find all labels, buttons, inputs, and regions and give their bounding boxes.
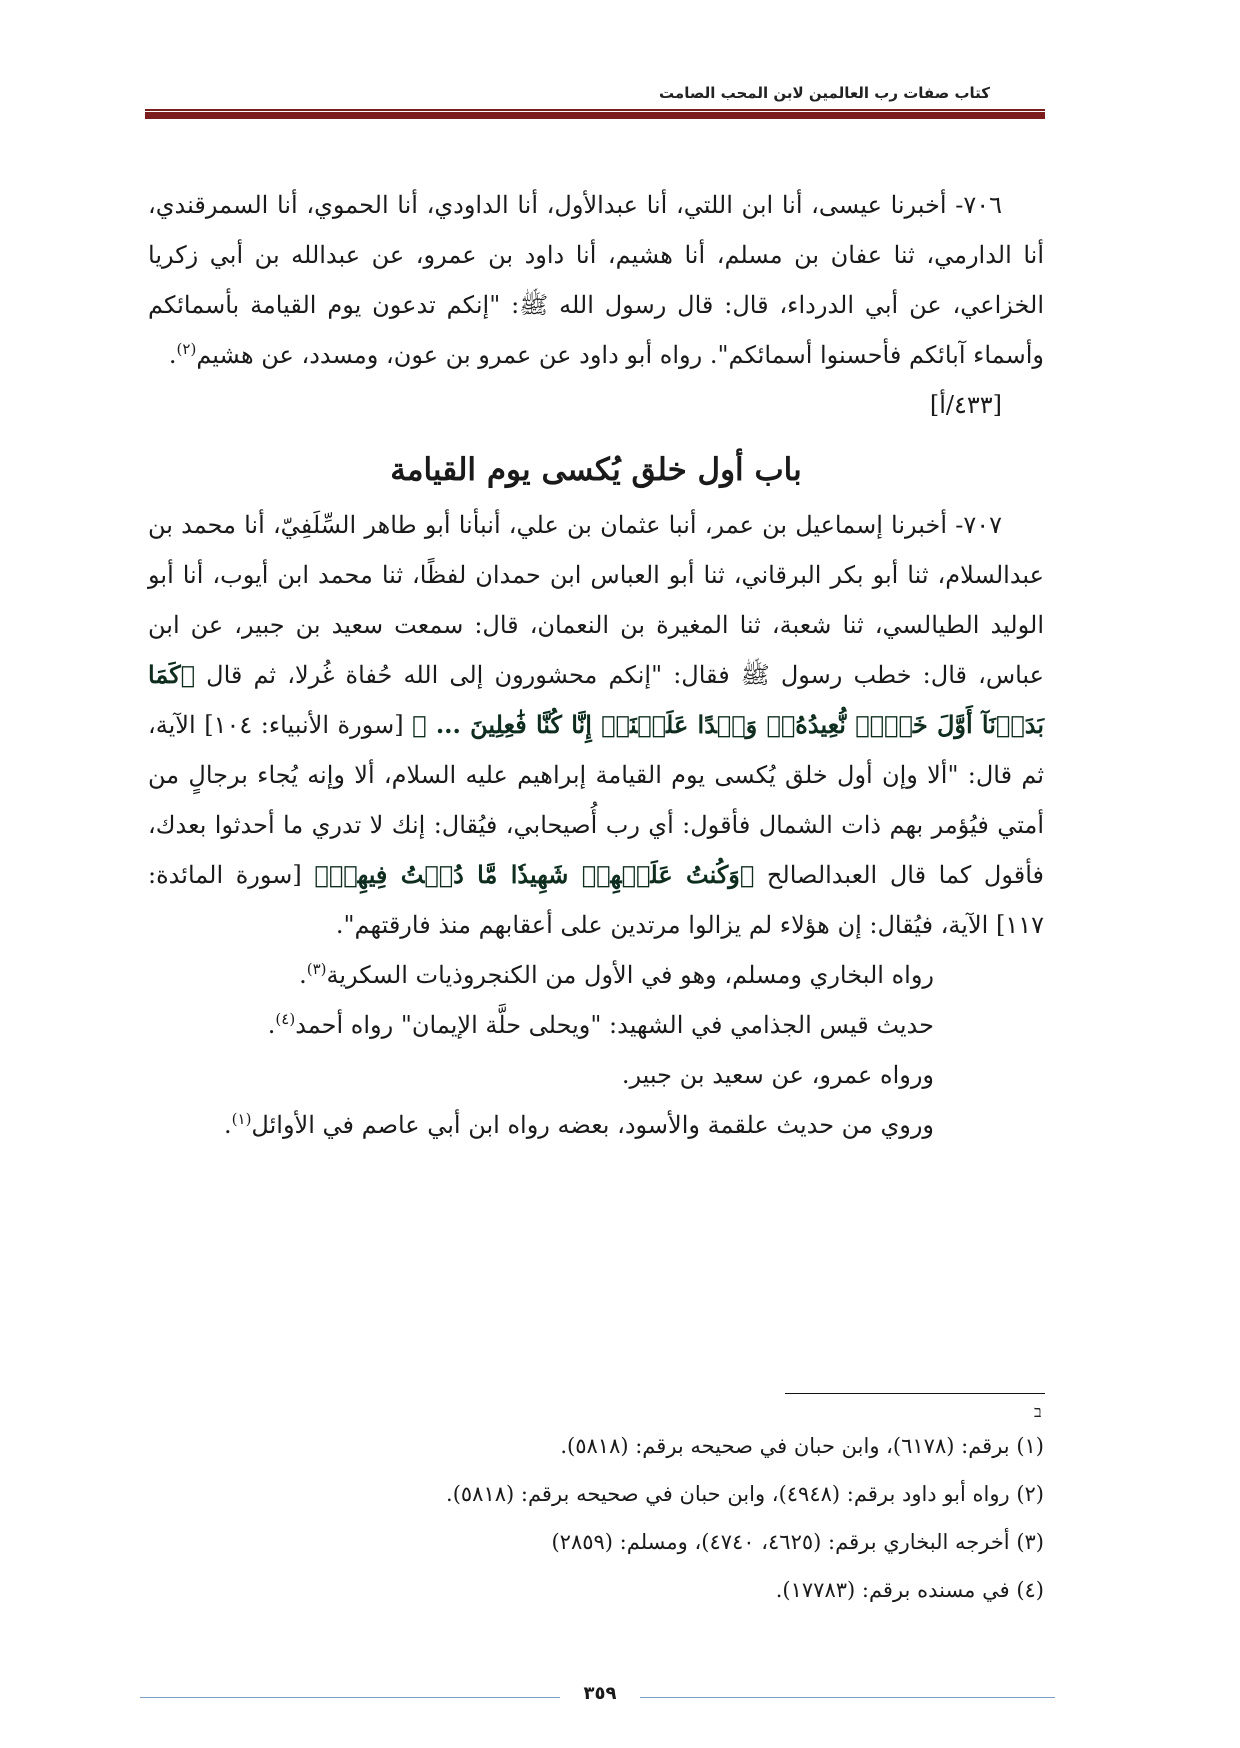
page-number: ٣٥٩: [583, 1683, 617, 1704]
hadith-706-text: ٧٠٦- أخبرنا عيسى، أنا ابن اللتي، أنا عبدالأول، أنا الداودي، أنا الحموي، أنا السمرقندي، أنا الدارمي، ثنا عفان بن مسلم، أنا هشيم، أنا داود بن عمرو، عن عبدالله بن أبي زكريا الخزاعي، عن أبي الدرداء، قال: قال رسول الله ﷺ: "إنكم تدعون يوم القيامة بأسمائكم وأسماء آبائكم فأحسنوا أسمائكم". رواه أبو داود عن عمرو بن عون، ومسدد، عن هشيم: [148, 191, 1045, 369]
hadith-707-text-c: [سورة المائدة: ١١٧] الآية، فيُقال: إن هؤلاء لم يزالوا مرتدين على أعقابهم منذ فارقتهم".: [148, 861, 1044, 939]
footer-rule-left: [140, 1697, 560, 1698]
narration-line-2: [148, 1000, 1044, 1050]
footnote-ref-3[interactable]: (٣): [306, 960, 327, 978]
footer-rule-right: [640, 1697, 1055, 1698]
footnotes: [148, 1422, 1044, 1614]
footnote-4: (٤) في مسنده برقم: (١٧٧٨٣).: [775, 1578, 1044, 1602]
footnote-separator: [785, 1393, 1045, 1394]
narration-4-end: .: [224, 1111, 232, 1139]
footnote-ref-2[interactable]: (٢): [176, 340, 197, 358]
footnote-3: (٣) أخرجه البخاري برقم: (٤٦٢٥، ٤٧٤٠)، ومسلم: (٢٨٥٩): [551, 1530, 1044, 1554]
hadith-706-end: .: [168, 341, 177, 369]
footnote-ref-1[interactable]: (١): [231, 1110, 252, 1128]
footnote-2: (٢) رواه أبو داود برقم: (٤٩٤٨)، وابن حبان في صحيحه برقم: (٥٨١٨).: [446, 1482, 1044, 1506]
narration-2-end: .: [267, 1011, 276, 1039]
hadith-707-text-b: [سورة الأنبياء: ١٠٤] الآية، ثم قال: "ألا وإن أول خلق يُكسى يوم القيامة إبراهيم عليه السلام، ألا وإنه يُجاء برجالٍ من أمتي فيُؤمر بهم ذات الشمال فأقول: أي رب أُصيحابي، فيُقال: إنك لا تدري ما أحدثوا بعدك، فأقول كما قال العبدالصالح: [148, 711, 1045, 889]
narration-4-text: وروي من حديث علقمة والأسود، بعضه رواه ابن أبي عاصم في الأوائل: [251, 1111, 934, 1139]
folio-marker-line: [148, 380, 1044, 430]
folio-marker: [٤٣٣/أ]: [929, 391, 1002, 419]
narration-line-3: [148, 1050, 1044, 1100]
narration-1-text: رواه البخاري ومسلم، وهو في الأول من الكنجروذيات السكرية: [326, 961, 934, 989]
header-rule-thin: [145, 109, 1045, 111]
quran-verse-anbiya: ﴿كَمَا بَدَأۡنَآ أَوَّلَ خَلۡقٖ نُّعِيدُهُۥۚ وَعۡدًا عَلَيۡنَآۚ إِنَّا كُنَّا فَٰعِلِينَ ... ﴾: [148, 660, 1044, 739]
hadith-707-text-a: ٧٠٧- أخبرنا إسماعيل بن عمر، أنبا عثمان بن علي، أنبأنا أبو طاهر السِّلَفِيّ، أنا محمد بن عبدالسلام، ثنا أبو بكر البرقاني، ثنا أبو العباس ابن حمدان لفظًا، ثنا محمد ابن أيوب، أنا أبو الوليد الطيالسي، ثنا شعبة، ثنا المغيرة بن النعمان، قال: سمعت سعيد بن جبير، عن ابن عباس، قال: خطب رسول ﷺ فقال: "إنكم محشورون إلى الله حُفاة غُرلا، ثم قال: [148, 511, 1044, 689]
quran-verse-maidah: ﴿وَكُنتُ عَلَيۡهِمۡ شَهِيدٗا مَّا دُمۡتُ فِيهِمۡ﴾: [314, 860, 755, 889]
hadith-706: [148, 180, 1044, 380]
narration-line-1: [148, 950, 1044, 1000]
narration-2-text: حديث قيس الجذامي في الشهيد: "ويحلى حلَّة الإيمان" رواه أحمد: [295, 1011, 934, 1039]
footnote-ref-4[interactable]: (٤): [275, 1010, 296, 1028]
hadith-707: [148, 500, 1044, 950]
header-rule-thick: [145, 112, 1045, 119]
narration-1-end: .: [299, 961, 307, 989]
footnote-1: (١) برقم: (٦١٧٨)، وابن حبان في صحيحه برقم: (٥٨١٨).: [560, 1434, 1044, 1458]
running-header-title: كتاب صفات رب العالمين لابن المحب الصامت: [659, 84, 990, 102]
page-body: [148, 180, 1044, 1150]
footnote-carry-mark: ב: [1034, 1402, 1042, 1421]
chapter-heading: باب أول خلق يُكسى يوم القيامة: [390, 452, 802, 488]
narration-3-text: ورواه عمرو، عن سعيد بن جبير.: [621, 1061, 934, 1089]
narration-line-4: [148, 1100, 1044, 1150]
